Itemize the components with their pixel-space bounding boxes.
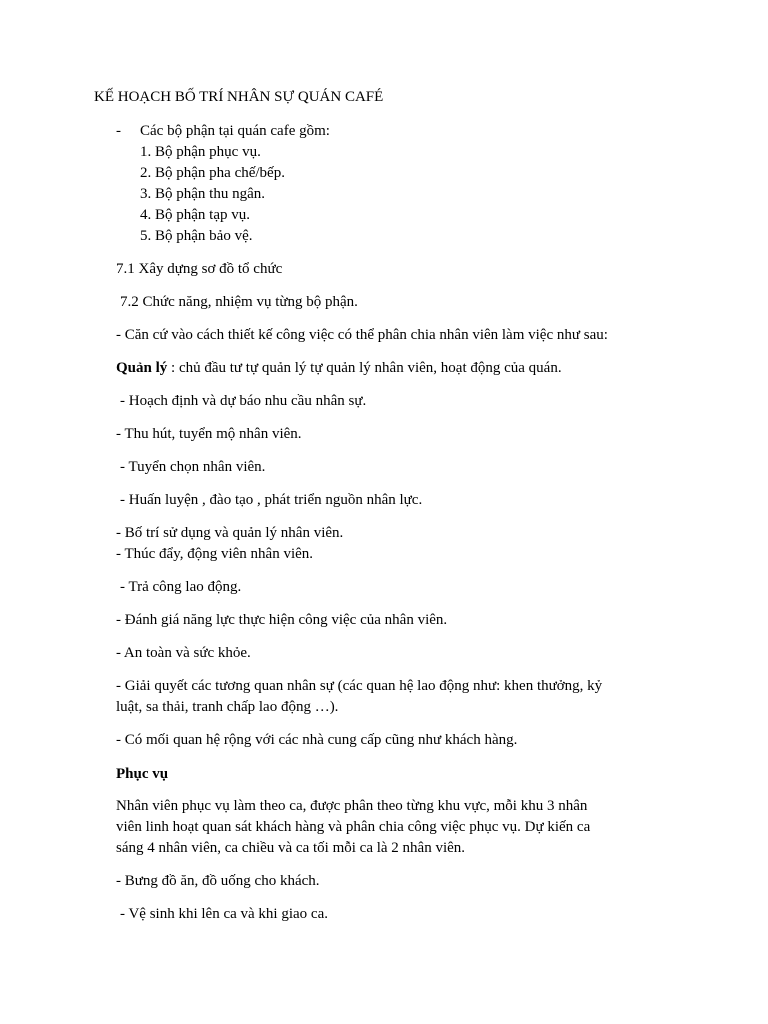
- service-task: - Vệ sinh khi lên ca và khi giao ca.: [120, 906, 328, 922]
- service-task: - Bưng đồ ăn, đồ uống cho khách.: [116, 873, 320, 889]
- manager-task: - Tuyển chọn nhân viên.: [120, 459, 266, 475]
- manager-task: - An toàn và sức khỏe.: [116, 645, 251, 661]
- service-paragraph-line: viên linh hoạt quan sát khách hàng và phân chia công việc phục vụ. Dự kiến ca: [116, 819, 591, 835]
- manager-task: - Thúc đẩy, động viên nhân viên.: [116, 546, 314, 562]
- manager-task: - Hoạch định và dự báo nhu cầu nhân sự.: [120, 393, 367, 409]
- manager-task: - Đánh giá năng lực thực hiện công việc của nhân viên.: [116, 612, 448, 628]
- manager-task-continued: luật, sa thải, tranh chấp lao động …).: [116, 699, 339, 715]
- section-heading-7-2: 7.2 Chức năng, nhiệm vụ từng bộ phận.: [120, 294, 358, 310]
- document-title: KẾ HOẠCH BỐ TRÍ NHÂN SỰ QUÁN CAFÉ: [94, 89, 384, 105]
- departments-intro: Các bộ phận tại quán cafe gồm:: [140, 123, 330, 139]
- basis-paragraph: - Căn cứ vào cách thiết kế công việc có thể phân chia nhân viên làm việc như sau:: [116, 327, 608, 343]
- service-paragraph-line: Nhân viên phục vụ làm theo ca, được phân theo từng khu vực, mỗi khu 3 nhân: [116, 798, 588, 814]
- service-paragraph-line: sáng 4 nhân viên, ca chiều và ca tối mỗi ca là 2 nhân viên.: [116, 840, 466, 856]
- manager-task: - Huấn luyện , đào tạo , phát triển nguồn nhân lực.: [120, 492, 423, 508]
- manager-task: - Có mối quan hệ rộng với các nhà cung cấp cũng như khách hàng.: [116, 732, 518, 748]
- manager-line: [116, 358, 562, 379]
- manager-task: - Thu hút, tuyển mộ nhân viên.: [116, 426, 302, 442]
- manager-description: : chủ đầu tư tự quản lý tự quản lý nhân viên, hoạt động của quán.: [167, 360, 562, 376]
- department-item: 3. Bộ phận thu ngân.: [140, 186, 265, 202]
- department-item: 5. Bộ phận bảo vệ.: [140, 228, 253, 244]
- service-heading: Phục vụ: [116, 766, 169, 782]
- manager-heading: Quản lý: [116, 360, 168, 376]
- manager-task: - Trả công lao động.: [120, 579, 242, 595]
- manager-task: - Bố trí sử dụng và quản lý nhân viên.: [116, 525, 344, 541]
- departments-bullet: -: [116, 123, 121, 139]
- section-heading-7-1: 7.1 Xây dựng sơ đồ tổ chức: [116, 261, 283, 277]
- department-item: 2. Bộ phận pha chế/bếp.: [140, 165, 285, 181]
- department-item: 4. Bộ phận tạp vụ.: [140, 207, 250, 223]
- department-item: 1. Bộ phận phục vụ.: [140, 144, 261, 160]
- manager-task: - Giải quyết các tương quan nhân sự (các quan hệ lao động như: khen thưởng, kỷ: [116, 678, 603, 694]
